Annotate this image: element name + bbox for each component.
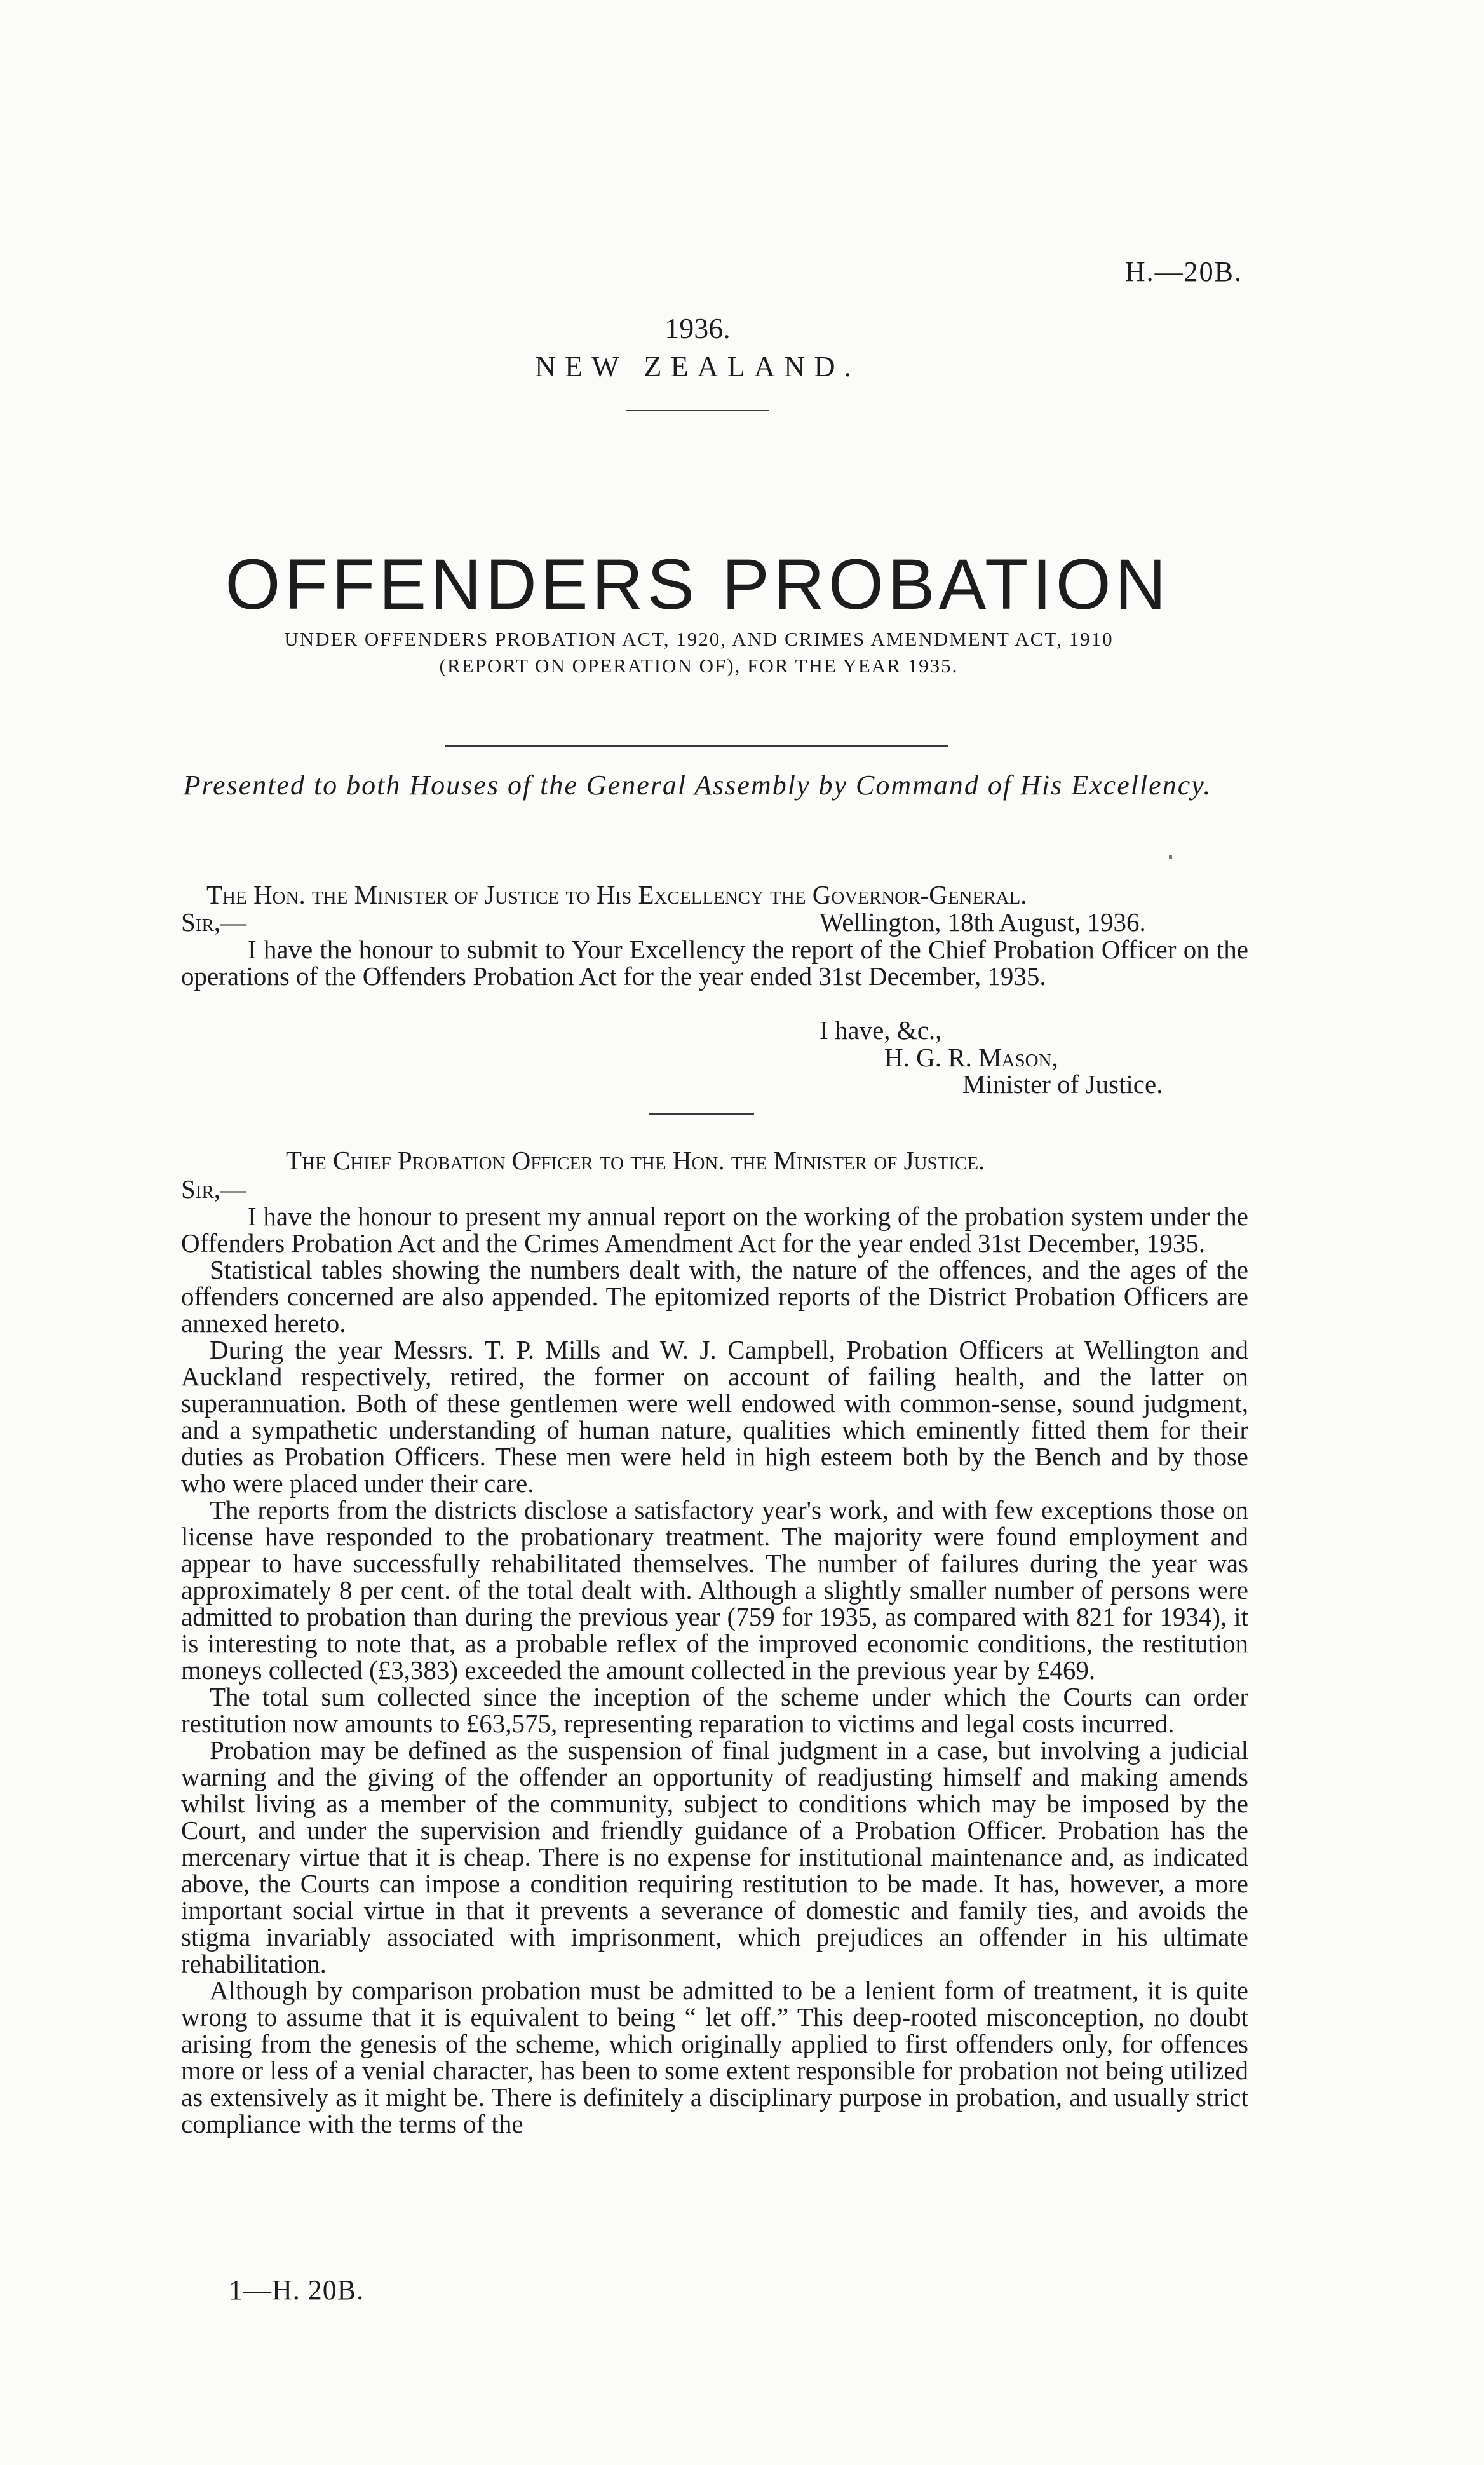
report-subtitle [197,626,1201,679]
place-date: Wellington, 18th August, 1936. [820,907,1146,937]
presentation-note: Presented to both Houses of the General Assembly by Command of His Excellency. [183,770,1212,801]
country-heading: NEW ZEALAND. [534,350,861,383]
body-paragraph: The total sum collected since the inception of the scheme under which the Courts can order restitution now amounts to £63,575, representing reparation to victims and legal costs incurred. [181,1682,1248,1738]
body-paragraph: I have the honour to present my annual report on the working of the probation system under the Offenders Probation Act and the Crimes Amendment Act for the year ended 31st December, 1935. [181,1202,1248,1258]
subtitle-line: UNDER OFFENDERS PROBATION ACT, 1920, AND CRIMES AMENDMENT ACT, 1910 [284,628,1114,650]
body-paragraph: Probation may be defined as the suspension of final judgment in a case, but involving a judicial warning and the giving of the offender an opportunity of readjusting himself and making amends whilst living as a member of the community, subject to conditions which may be imposed by the Court, and under the supervision and friendly guidance of a Probation Officer. Probation has the mercenary virtue that it is cheap. There is no expense for institutional maintenance and, as indicated above, the Courts can impose a condition requiring restitution to be made. It has, however, a more important social virtue in that it prevents a severance of domestic and family ties, and avoids the stigma invariably associated with imprisonment, which prejudices an offender in his ultimate rehabilitation. [181,1735,1248,1978]
paper-reference: H.—20B. [1124,256,1243,287]
body-paragraph: Statistical tables showing the numbers dealt with, the nature of the offences, and the ages of the offenders concerned are also appended. The epitomized reports of the District Probation Officers are annexed hereto. [181,1255,1248,1338]
publication-year: 1936. [664,312,731,344]
salutation: Sir,— [181,907,247,937]
divider-rule [445,745,948,747]
signature-title: Minister of Justice. [962,1070,1163,1099]
closing: I have, &c., [820,1015,942,1045]
divider-rule [626,410,769,411]
body-paragraph: Although by comparison probation must be admitted to be a lenient form of treatment, it is quite wrong to assume that it is equivalent to being “ let off.” This deep-rooted misconception, no doubt arising from the genesis of the scheme, which originally applied to first offenders only, for offences more or less of a venial character, has been to some extent responsible for probation not being utilized as extensively as it might be. There is definitely a disciplinary purpose in probation, and usually strict compliance with the terms of the [181,1976,1248,2138]
report-title: OFFENDERS PROBATION [225,545,1170,624]
letter-heading: The Hon. the Minister of Justice to His Excellency the Governor-General. [206,880,1027,909]
page-mark [1169,855,1172,859]
body-paragraph: The reports from the districts disclose a satisfactory year's work, and with few exceptions those on license have responded to the probationary treatment. The majority were found employment and appear to have successfully rehabilitated themselves. The number of failures during the year was approximately 8 per cent. of the total dealt with. Although a slightly smaller number of persons were admitted to probation than during the previous year (759 for 1935, as compared with 821 for 1934), it is interesting to note that, as a probable reflex of the improved economic conditions, the restitution moneys collected (£3,383) exceeded the amount collected in the previous year by £469. [181,1495,1248,1685]
body-paragraph: During the year Messrs. T. P. Mills and W. J. Campbell, Probation Officers at Wellington and Auckland respectively, retired, the former on account of failing health, and the latter on superannuation. Both of these gentlemen were well endowed with common-sense, sound judgment, and a sympathetic understanding of human nature, qualities which eminently fitted them for their duties as Probation Officers. These men were held in high esteem both by the Bench and by those who were placed under their care. [181,1335,1248,1498]
subtitle-line: (REPORT ON OPERATION OF), FOR THE YEAR 1935. [439,655,959,677]
salutation: Sir,— [181,1174,247,1204]
report-body [181,1203,1248,2137]
divider-rule [649,1113,754,1115]
page-footer: 1—H. 20B. [229,2274,365,2305]
letter-body: I have the honour to submit to Your Excellency the report of the Chief Probation Officer on the operations of the Offenders Probation Act for the year ended 31st December, 1935. [181,935,1248,991]
signature: H. G. R. Mason, [884,1043,1058,1072]
letter-heading: The Chief Probation Officer to the Hon. the Minister of Justice. [286,1146,985,1175]
